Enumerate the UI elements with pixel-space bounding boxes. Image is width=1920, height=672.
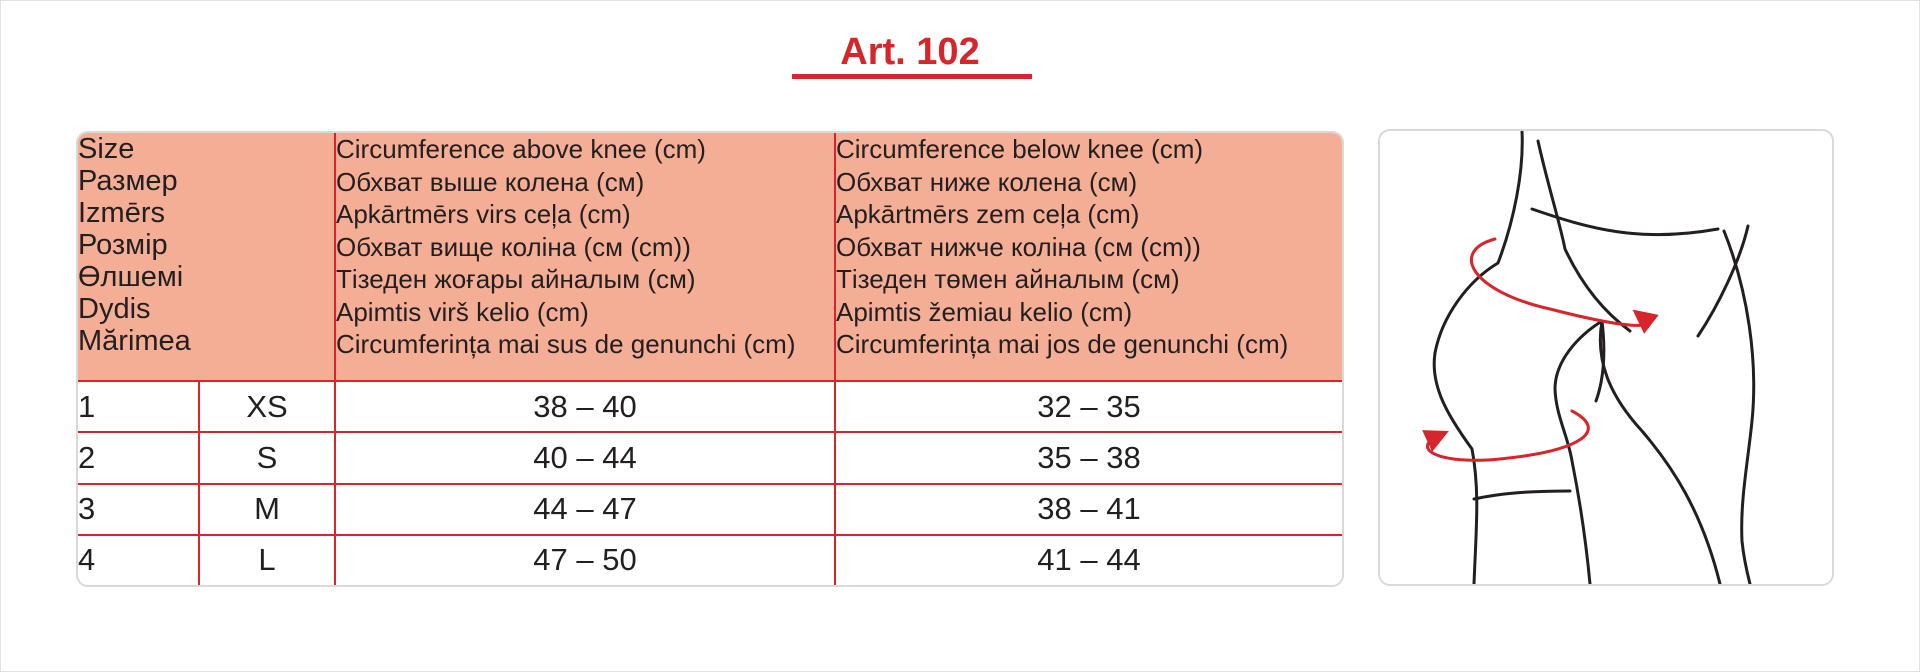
below-knee-range: 41 – 44 [835, 535, 1342, 585]
above-header-line: Apimtis virš kelio (cm) [336, 296, 589, 327]
below-knee-range: 38 – 41 [835, 484, 1342, 535]
above-header-line: Обхват вище коліна (см (cm)) [336, 231, 691, 262]
below-header-line: Обхват ниже колена (см) [836, 166, 1138, 197]
below-header-line: Circumference below knee (cm) [836, 134, 1204, 164]
above-knee-range: 38 – 40 [335, 381, 835, 432]
row-number: 1 [78, 381, 199, 432]
row-number: 2 [78, 432, 199, 483]
size-chart [76, 131, 1344, 587]
header-row [78, 133, 1342, 381]
knee-illustration [1378, 129, 1834, 586]
below-header-line: Circumferința mai jos de genunchi (cm) [836, 329, 1289, 359]
size-label: M [199, 484, 335, 535]
above-knee-arrow-icon [1471, 239, 1646, 325]
size-label: L [199, 535, 335, 585]
above-knee-range: 40 – 44 [335, 432, 835, 483]
above-header-line: Обхват выше колена (см) [336, 166, 645, 197]
above-header-line: Тізеден жоғары айналым (см) [336, 264, 696, 294]
size-header-line: Розмір [78, 229, 168, 261]
measurement-arrows [1427, 239, 1646, 460]
size-label: S [199, 432, 335, 483]
above-knee-header [335, 133, 835, 381]
below-header-line: Apkārtmērs zem ceļa (cm) [836, 199, 1140, 229]
title-underline [792, 74, 1032, 79]
row-number: 3 [78, 484, 199, 535]
table-row [78, 484, 1342, 535]
size-header-line: Izmērs [78, 197, 165, 229]
size-header-line: Dydis [78, 293, 151, 325]
leg-outline [1434, 131, 1754, 584]
table-row [78, 535, 1342, 585]
size-header-line: Mărimea [78, 325, 191, 357]
size-table [78, 133, 1342, 585]
size-header [78, 133, 335, 381]
size-header-line: Өлшемі [78, 261, 184, 293]
below-header-line: Apimtis žemiau kelio (cm) [836, 296, 1133, 327]
table-row [78, 432, 1342, 483]
below-knee-header [835, 133, 1342, 381]
row-number: 4 [78, 535, 199, 585]
below-header-line: Обхват нижче коліна (см (cm)) [836, 231, 1201, 262]
size-header-line: Размер [78, 165, 178, 197]
size-header-line: Size [78, 133, 135, 165]
above-header-line: Apkārtmērs virs ceļa (cm) [336, 199, 631, 229]
knee-measurement-icon [1380, 131, 1832, 584]
above-knee-range: 44 – 47 [335, 484, 835, 535]
above-knee-range: 47 – 50 [335, 535, 835, 585]
above-header-line: Circumference above knee (cm) [336, 134, 706, 164]
above-header-line: Circumferința mai sus de genunchi (cm) [336, 329, 796, 359]
page-title: Art. 102 [840, 31, 980, 73]
below-knee-range: 32 – 35 [835, 381, 1342, 432]
below-header-line: Тізеден төмен айналым (см) [836, 264, 1180, 294]
size-label: XS [199, 381, 335, 432]
below-knee-range: 35 – 38 [835, 432, 1342, 483]
table-row [78, 381, 1342, 432]
